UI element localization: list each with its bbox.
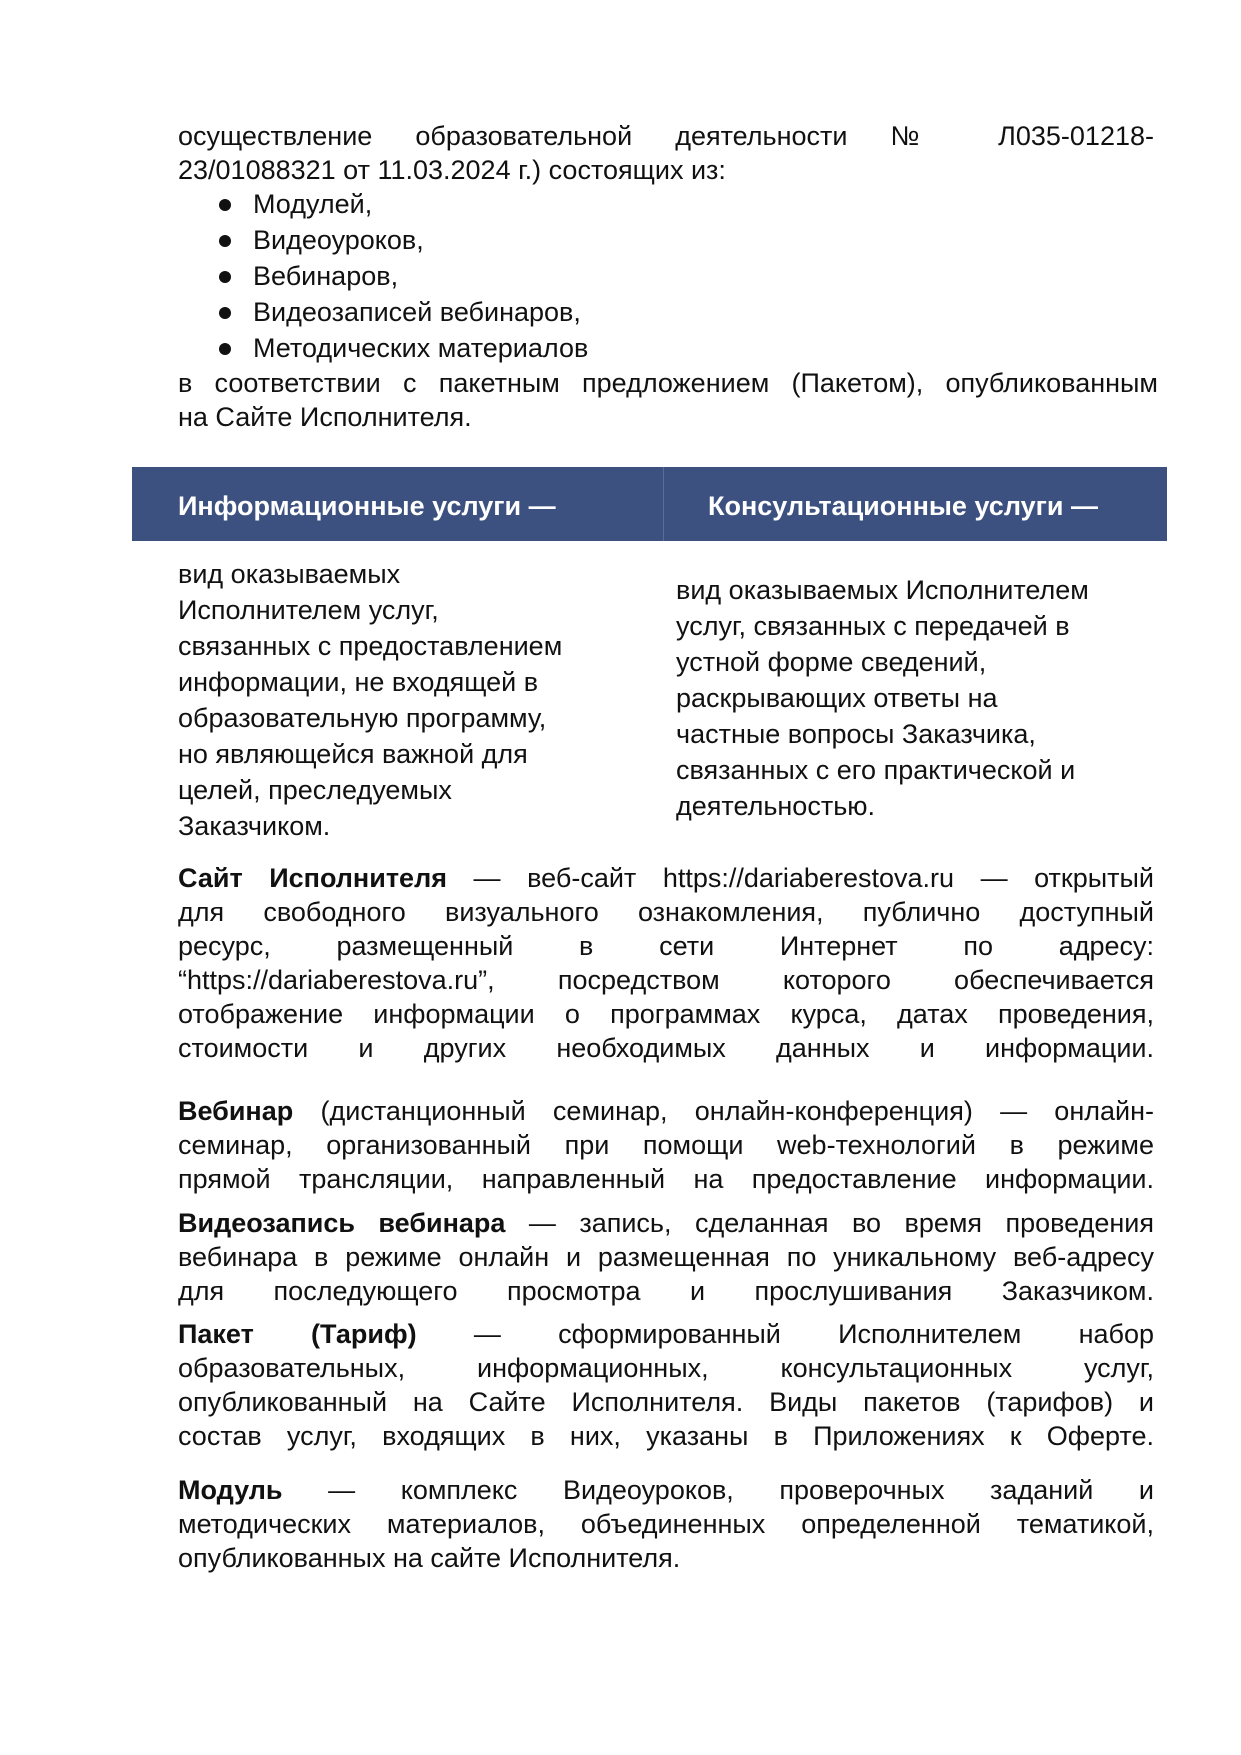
definition-text: — запись, сделанная во время проведения — [505, 1208, 1154, 1238]
definition-text: опубликованный на Сайте Исполнителя. Виды пакетов (тарифов) и — [178, 1387, 1154, 1417]
bullet-icon — [219, 271, 231, 283]
intro-line-2: 23/01088321 от 11.03.2024 г.) состоящих из: — [178, 155, 726, 185]
definition-package — [178, 1317, 1154, 1453]
cell-line: связанных с его практической и — [676, 755, 1076, 785]
definition-text: — сформированный Исполнителем набор — [416, 1319, 1155, 1349]
intro-paragraph — [178, 119, 1154, 187]
cell-line: но являющейся важной для — [178, 739, 528, 769]
list-item — [215, 222, 588, 258]
cell-line: устной форме сведений, — [676, 647, 987, 677]
definition-text: — комплекс Видеоуроков, проверочных заданий и — [282, 1475, 1154, 1505]
definition-text: “https://dariaberestova.ru”, посредством которого обеспечивается — [178, 965, 1154, 995]
intro-conclusion-line-2: на Сайте Исполнителя. — [178, 402, 472, 432]
definition-text: для свободного визуального ознакомления, публично доступный — [178, 897, 1154, 927]
cell-line: информации, не входящей в — [178, 667, 539, 697]
list-item — [215, 186, 588, 222]
definition-text: стоимости и других необходимых данных и информации. — [178, 1033, 1154, 1063]
definition-text: (дистанционный семинар, онлайн-конференция) — онлайн- — [293, 1096, 1154, 1126]
definition-webinar — [178, 1094, 1154, 1196]
definition-text: для последующего просмотра и прослушивания Заказчиком. — [178, 1276, 1154, 1306]
list-item — [215, 258, 588, 294]
list-item-label: Модулей, — [253, 189, 373, 219]
cell-line: деятельностью. — [676, 791, 876, 821]
definition-text: прямой трансляции, направленный на предоставление информации. — [178, 1164, 1154, 1194]
cell-line: раскрывающих ответы на — [676, 683, 998, 713]
definition-text: опубликованных на сайте Исполнителя. — [178, 1543, 681, 1573]
definition-text: образовательных, информационных, консультационных услуг, — [178, 1353, 1154, 1383]
definition-term: Пакет (Тариф) — [178, 1319, 417, 1349]
definition-term: Модуль — [178, 1475, 283, 1505]
intro-conclusion-line-1: в соответствии с пакетным предложением (Пакетом), опубликованным — [178, 368, 1158, 398]
cell-line: вид оказываемых — [178, 559, 401, 589]
header-informational-services: Информационные услуги — — [132, 467, 664, 541]
definition-webinar-recording — [178, 1206, 1154, 1308]
list-item-label: Видеоуроков, — [253, 225, 424, 255]
cell-line: целей, преследуемых — [178, 775, 452, 805]
cell-line: вид оказываемых Исполнителем — [676, 575, 1089, 605]
bullet-icon — [219, 307, 231, 319]
definition-text: отображение информации о программах курса, датах проведения, — [178, 999, 1154, 1029]
list-item — [215, 330, 588, 366]
list-item-label: Видеозаписей вебинаров, — [253, 297, 581, 327]
list-item-label: Вебинаров, — [253, 261, 399, 291]
informational-services-description — [178, 556, 618, 844]
definition-module — [178, 1473, 1154, 1575]
definition-text: ресурс, размещенный в сети Интернет по адресу: — [178, 931, 1154, 961]
definition-text: вебинара в режиме онлайн и размещенная по уникальному веб-адресу — [178, 1242, 1154, 1272]
list-item — [215, 294, 588, 330]
header-consulting-services: Консультационные услуги — — [708, 490, 1098, 521]
cell-line: образовательную программу, — [178, 703, 547, 733]
cell-line: Исполнителем услуг, — [178, 595, 439, 625]
definition-text: методических материалов, объединенных определенной тематикой, — [178, 1509, 1154, 1539]
intro-conclusion — [178, 366, 1158, 434]
definition-text: семинар, организованный при помощи web-технологий в режиме — [178, 1130, 1154, 1160]
definition-website — [178, 861, 1154, 1065]
bullet-icon — [219, 235, 231, 247]
bullet-list — [215, 186, 588, 366]
consulting-services-description — [676, 572, 1126, 824]
list-item-label: Методических материалов — [253, 333, 589, 363]
cell-line: связанных с предоставлением — [178, 631, 563, 661]
intro-line-1: осуществление образовательной деятельности № Л035-01218- — [178, 121, 1154, 151]
cell-line: Заказчиком. — [178, 811, 331, 841]
cell-line: услуг, связанных с передачей в — [676, 611, 1070, 641]
bullet-icon — [219, 199, 231, 211]
bullet-icon — [219, 343, 231, 355]
definition-term: Вебинар — [178, 1096, 294, 1126]
definition-term: Видеозапись вебинара — [178, 1208, 506, 1238]
definition-text: состав услуг, входящих в них, указаны в Приложениях к Оферте. — [178, 1421, 1154, 1451]
table-header — [132, 467, 1167, 541]
definition-text: — веб-сайт https://dariaberestova.ru — открытый — [446, 863, 1155, 893]
cell-line: частные вопросы Заказчика, — [676, 719, 1036, 749]
definition-term: Сайт Исполнителя — [178, 863, 447, 893]
